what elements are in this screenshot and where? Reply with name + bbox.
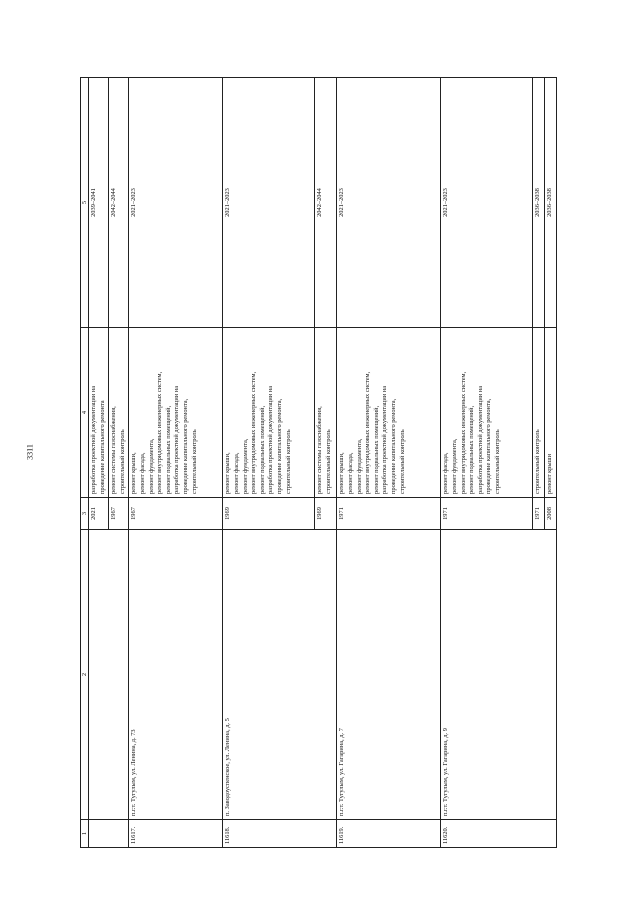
work-item: проведение капитального ремонта, xyxy=(181,398,189,494)
period-cell: 2039–2041 xyxy=(89,78,109,328)
work-item: ремонт внутридомовых инженерных систем, xyxy=(364,371,372,494)
period-cell: 2021–2023 xyxy=(223,78,315,328)
works-cell xyxy=(337,328,441,498)
work-item: строительный контроль xyxy=(118,429,126,494)
header-cell: 3 xyxy=(81,498,89,530)
work-item: ремонт системы газоснабжения, xyxy=(110,406,118,494)
rotated-table-frame xyxy=(80,78,590,848)
work-item: ремонт фундамента, xyxy=(355,438,363,494)
year-cell: 1969 xyxy=(315,498,337,530)
year-cell: 1969 xyxy=(223,498,315,530)
work-item: ремонт крыши, xyxy=(338,452,346,494)
work-item: ремонт внутридомовых инженерных систем, xyxy=(459,371,467,494)
work-item: ремонт системы газоснабжения, xyxy=(316,406,324,494)
row-number-cell: 11620. xyxy=(441,820,556,848)
header-cell: 1 xyxy=(81,820,89,848)
row-number-cell: 11617. xyxy=(129,820,223,848)
period-cell: 2036–2038 xyxy=(544,78,556,328)
table-row xyxy=(223,78,315,848)
work-item: строительный контроль xyxy=(284,429,292,494)
work-item: ремонт фундамента, xyxy=(450,438,458,494)
period-cell: 2021–2023 xyxy=(337,78,441,328)
address-cell: п.г.т. Тугулым, ул. Ленина, д. 73 xyxy=(129,530,223,820)
work-item: проведение капитального ремонта xyxy=(98,400,106,494)
period-cell: 2036–2038 xyxy=(533,78,545,328)
work-item: ремонт крыши xyxy=(545,453,553,494)
table-row xyxy=(89,78,109,848)
works-cell xyxy=(223,328,315,498)
year-cell: 1971 xyxy=(533,498,545,530)
address-cell: п.г.т. Тугулым, ул. Гагарина, д. 9 xyxy=(441,530,556,820)
work-item: строительный контроль xyxy=(324,429,332,494)
work-item: строительный контроль xyxy=(534,429,542,494)
works-cell xyxy=(109,328,129,498)
address-cell: п. Заводоуспенское, ул. Ленина, д. 5 xyxy=(223,530,337,820)
work-item: разработка проектной документации на xyxy=(90,385,97,494)
header-cell: 4 xyxy=(81,328,89,498)
works-cell xyxy=(129,328,223,498)
work-item: ремонт фасада, xyxy=(346,452,354,494)
work-item: строительный контроль xyxy=(190,429,198,494)
year-cell: 2008 xyxy=(544,498,556,530)
table-row xyxy=(337,78,441,848)
work-item: ремонт внутридомовых инженерных систем, xyxy=(250,371,258,494)
work-item: строительный контроль xyxy=(493,429,501,494)
period-cell: 2021–2023 xyxy=(441,78,533,328)
row-number-cell xyxy=(89,820,129,848)
period-cell: 2021–2023 xyxy=(129,78,223,328)
row-number-cell: 11619. xyxy=(337,820,441,848)
work-item: ремонт подвальных помещений, xyxy=(372,405,380,494)
work-item: ремонт фасада, xyxy=(138,452,146,494)
work-item: проведение капитального ремонта, xyxy=(485,398,493,494)
address-cell xyxy=(89,530,129,820)
works-cell xyxy=(441,328,533,498)
work-item: ремонт подвальных помещений, xyxy=(258,405,266,494)
year-cell: 1967 xyxy=(109,498,129,530)
period-cell: 2042–2044 xyxy=(109,78,129,328)
work-item: ремонт фасада, xyxy=(232,452,240,494)
header-cell: 5 xyxy=(81,78,89,328)
work-item: разработка проектной документации на xyxy=(267,385,275,494)
address-cell: п.г.т. Тугулым, ул. Гагарина, д. 7 xyxy=(337,530,441,820)
year-cell: 1971 xyxy=(337,498,441,530)
page-number: 3311 xyxy=(25,444,35,460)
header-cell: 2 xyxy=(81,530,89,820)
works-cell xyxy=(544,328,556,498)
work-item: проведение капитального ремонта, xyxy=(389,398,397,494)
works-cell xyxy=(89,328,109,498)
year-cell: 1967 xyxy=(129,498,223,530)
row-number-cell: 11618. xyxy=(223,820,337,848)
works-cell xyxy=(315,328,337,498)
capital-repair-table xyxy=(80,77,557,848)
work-item: ремонт фундамента, xyxy=(147,438,155,494)
work-item: ремонт фундамента, xyxy=(241,438,249,494)
table-row xyxy=(129,78,223,848)
work-item: ремонт крыши, xyxy=(224,452,232,494)
work-item: ремонт фасада, xyxy=(442,452,450,494)
work-item: ремонт внутридомовых инженерных систем, xyxy=(156,371,164,494)
year-cell: 2021 xyxy=(89,498,109,530)
work-item: ремонт крыши, xyxy=(130,452,138,494)
work-item: разработка проектной документации на xyxy=(381,385,389,494)
work-item: проведение капитального ремонта, xyxy=(275,398,283,494)
work-item: разработка проектной документации на xyxy=(476,385,484,494)
work-item: строительный контроль xyxy=(398,429,406,494)
year-cell: 1971 xyxy=(441,498,533,530)
period-cell: 2042–2044 xyxy=(315,78,337,328)
work-item: ремонт подвальных помещений, xyxy=(164,405,172,494)
table-row xyxy=(441,78,533,848)
work-item: ремонт подвальных помещений, xyxy=(468,405,476,494)
work-item: разработка проектной документации на xyxy=(173,385,181,494)
header-row xyxy=(81,78,89,848)
works-cell xyxy=(533,328,545,498)
